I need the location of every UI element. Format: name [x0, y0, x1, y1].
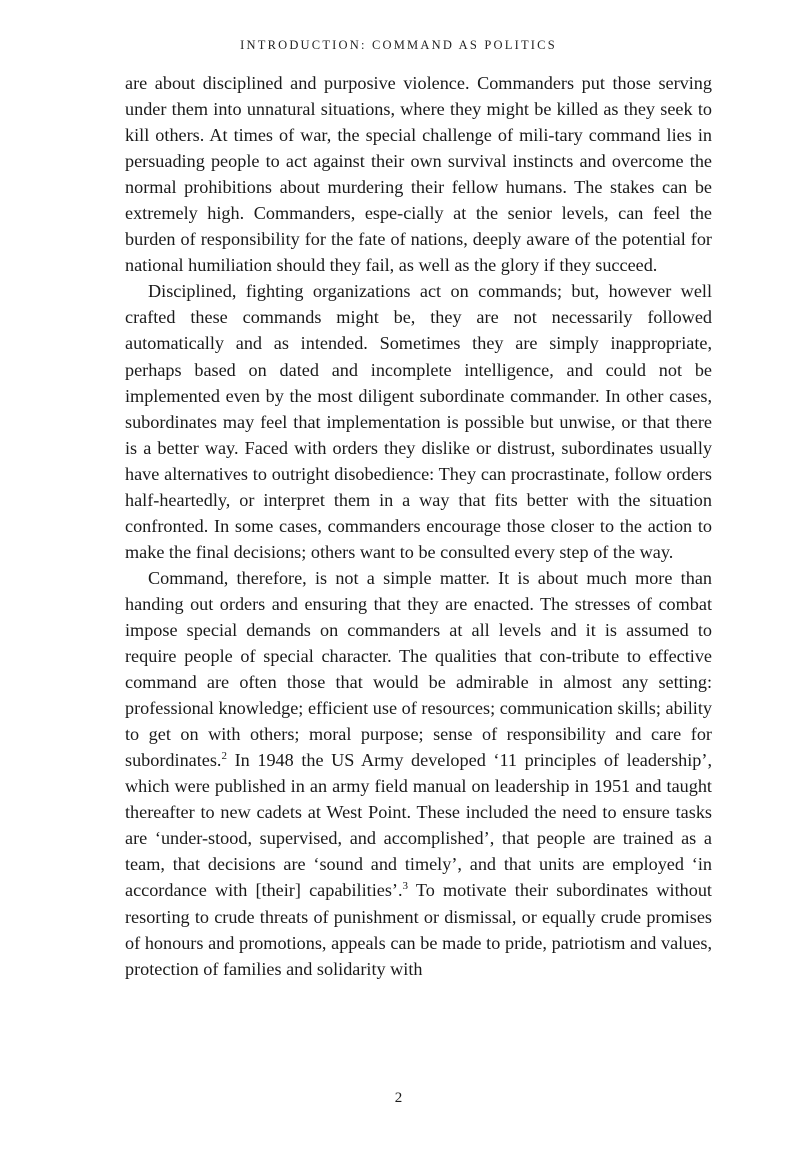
- paragraph-2: Disciplined, fighting organizations act on commands; but, however well crafted these commands might be, they are not necessarily followed automatically and as intended. Sometimes they are simply inappropriate, perhaps based on dated and incomplete intelligence, and could not be implemented even by the most diligent subordinate commander. In other cases, subordinates may feel that implementation is possible but unwise, or that there is a better way. Faced with orders they dislike or distrust, subordinates usually have alternatives to outright disobedience: They can procrastinate, follow orders half-heartedly, or interpret them in a way that fits better with the situation confronted. In some cases, commanders encourage those closer to the action to make the final decisions; others want to be consulted every step of the way.: [125, 281, 712, 562]
- page-body: [125, 70, 712, 982]
- paragraph-3-part-a: Command, therefore, is not a simple matter. It is about much more than handing out orders and ensuring that they are enacted. The stresses of combat impose special demands on commanders at all levels and it is assumed to require people of special character. The qualities that con-tribute to effective command are often those that would be admirable in almost any setting: professional knowledge; efficient use of resources; communication skills; ability to get on with others; moral purpose; sense of responsibility and care for subordinates.: [125, 567, 712, 771]
- paragraph-3: [125, 565, 712, 982]
- page-number: 2: [394, 1090, 403, 1106]
- paragraph-3-part-c: To motivate their subordinates without resorting to crude threats of punishment or dismissal, or equally crude promises of honours and promotions, appeals can be made to pride, patriotism and values, protection of families and solidarity with: [125, 880, 712, 979]
- paragraph-3-part-b: In 1948 the US Army developed ‘11 principles of leadership’, which were published in an army field manual on leadership in 1951 and taught thereafter to new cadets at West Point. These included the need to ensure tasks are ‘under-stood, supervised, and accomplished’, that people are trained as a team, that decisions are ‘sound and timely’, and that units are employed ‘in accordance with [their] capabilities’.: [125, 750, 712, 901]
- paragraph-1: are about disciplined and purposive violence. Commanders put those serving under them into unnatural situations, where they might be killed as they seek to kill others. At times of war, the special challenge of mili-tary command lies in persuading people to act against their own survival instincts and overcome the normal prohibitions about murdering their fellow humans. The stakes can be extremely high. Commanders, espe-cially at the senior levels, can feel the burden of responsibility for the fate of nations, deeply aware of the potential for national humiliation should they fail, as well as the glory if they succeed.: [125, 73, 712, 276]
- running-head: INTRODUCTION: COMMAND AS POLITICS: [240, 38, 557, 52]
- footnote-ref-2[interactable]: 2: [221, 750, 227, 763]
- footnote-ref-3[interactable]: 3: [402, 880, 409, 893]
